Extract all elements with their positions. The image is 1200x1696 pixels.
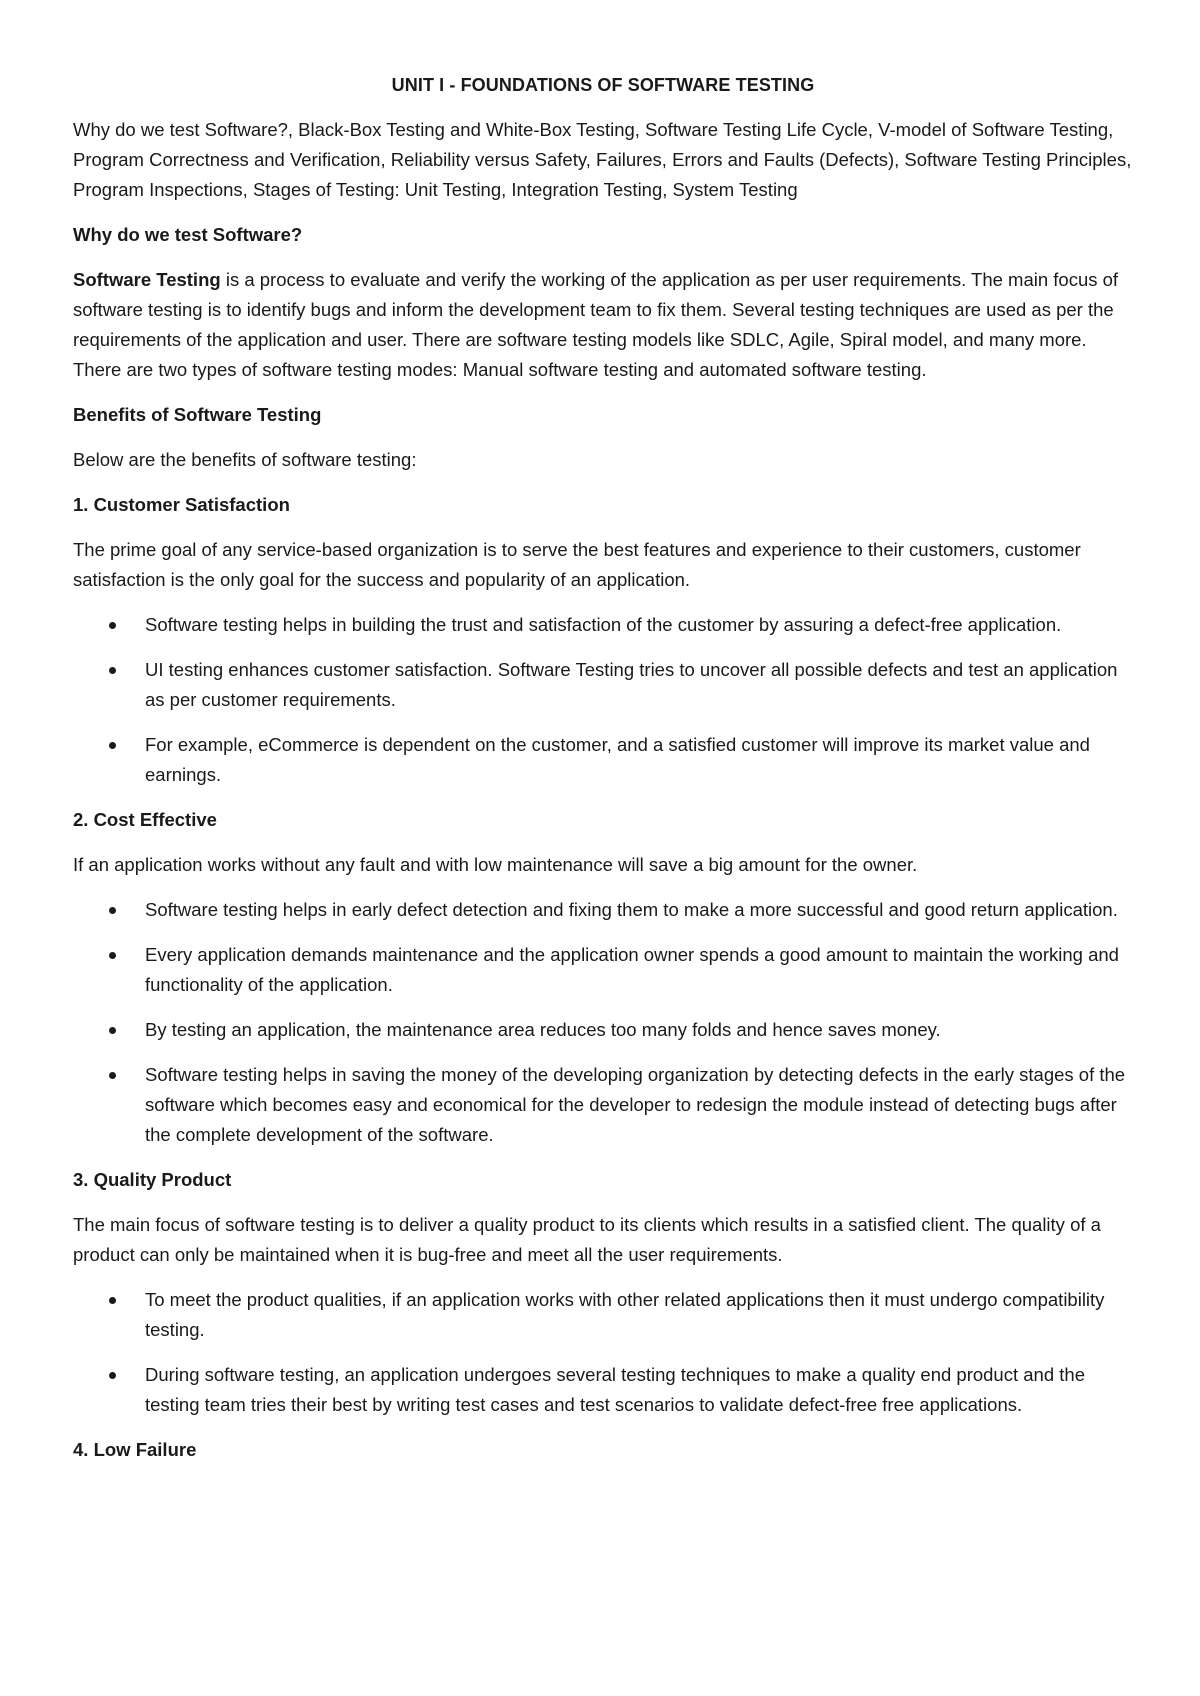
list-item [73,1015,1133,1045]
list-item-text: Software testing helps in saving the money of the developing organization by detecting defects in the early stages of the software which becomes easy and economical for the developer to redesign the module instead of detecting bugs after the complete development of the software. [145,1064,1126,1145]
bullet-icon [109,907,116,914]
list-item-text: Software testing helps in building the trust and satisfaction of the customer by assuring a defect-free application. [145,614,1062,635]
list-item [73,655,1133,715]
list-item [73,895,1133,925]
list-item-text: Every application demands maintenance and the application owner spends a good amount to maintain the working and functionality of the application. [145,944,1119,995]
bullet-icon [109,1072,116,1079]
list-item [73,610,1133,640]
section-heading: 4. Low Failure [73,1439,197,1460]
section-heading: 2. Cost Effective [73,809,217,830]
list-item-text: During software testing, an application undergoes several testing techniques to make a quality end product and the testing team tries their best by writing test cases and test scenarios to validate defect-free free applications. [145,1364,1085,1415]
bullet-list [73,610,1133,790]
intro-text: is a process to evaluate and verify the working of the application as per user requirements. The main focus of software testing is to identify bugs and inform the development team to fix them. Several testing techniques are used as per the requirements of the application and user. There are software testing models like SDLC, Agile, Spiral model, and many more. There are two types of software testing modes: Manual software testing and automated software testing. [73,269,1119,380]
bullet-icon [109,1297,116,1304]
intro-bold: Software Testing [73,269,221,290]
document-page [73,70,1133,1480]
syllabus-paragraph: Why do we test Software?, Black-Box Testing and White-Box Testing, Software Testing Life Cycle, V-model of Software Testing, Program Correctness and Verification, Reliability versus Safety, Failures, Errors and Faults (Defects), Software Testing Principles, Program Inspections, Stages of Testing: Unit Testing, Integration Testing, System Testing [73,119,1132,200]
section-paragraph: The main focus of software testing is to deliver a quality product to its clients which results in a satisfied client. The quality of a product can only be maintained when it is bug-free and meet all the user requirements. [73,1214,1101,1265]
bullet-icon [109,1027,116,1034]
benefits-intro: Below are the benefits of software testing: [73,449,417,470]
section-paragraph: If an application works without any fault and with low maintenance will save a big amount for the owner. [73,854,918,875]
list-item-text: UI testing enhances customer satisfaction. Software Testing tries to uncover all possible defects and test an application as per customer requirements. [145,659,1118,710]
bullet-icon [109,1372,116,1379]
bullet-list [73,895,1133,1150]
list-item [73,940,1133,1000]
list-item-text: Software testing helps in early defect detection and fixing them to make a more successful and good return application. [145,899,1118,920]
bullet-icon [109,742,116,749]
list-item-text: By testing an application, the maintenance area reduces too many folds and hence saves money. [145,1019,941,1040]
why-heading: Why do we test Software? [73,224,303,245]
list-item [73,1060,1133,1150]
bullet-icon [109,622,116,629]
section-heading: 1. Customer Satisfaction [73,494,290,515]
list-item-text: For example, eCommerce is dependent on the customer, and a satisfied customer will improve its market value and earnings. [145,734,1090,785]
bullet-icon [109,667,116,674]
bullet-icon [109,952,116,959]
list-item [73,1285,1133,1345]
bullet-list [73,1285,1133,1420]
intro-paragraph [73,265,1133,385]
list-item-text: To meet the product qualities, if an application works with other related applications then it must undergo compatibility testing. [145,1289,1105,1340]
document-title: UNIT I - FOUNDATIONS OF SOFTWARE TESTING [391,75,815,95]
section-heading: 3. Quality Product [73,1169,232,1190]
list-item [73,730,1133,790]
list-item [73,1360,1133,1420]
benefits-heading: Benefits of Software Testing [73,404,322,425]
section-paragraph: The prime goal of any service-based organization is to serve the best features and experience to their customers, customer satisfaction is the only goal for the success and popularity of an application. [73,539,1081,590]
